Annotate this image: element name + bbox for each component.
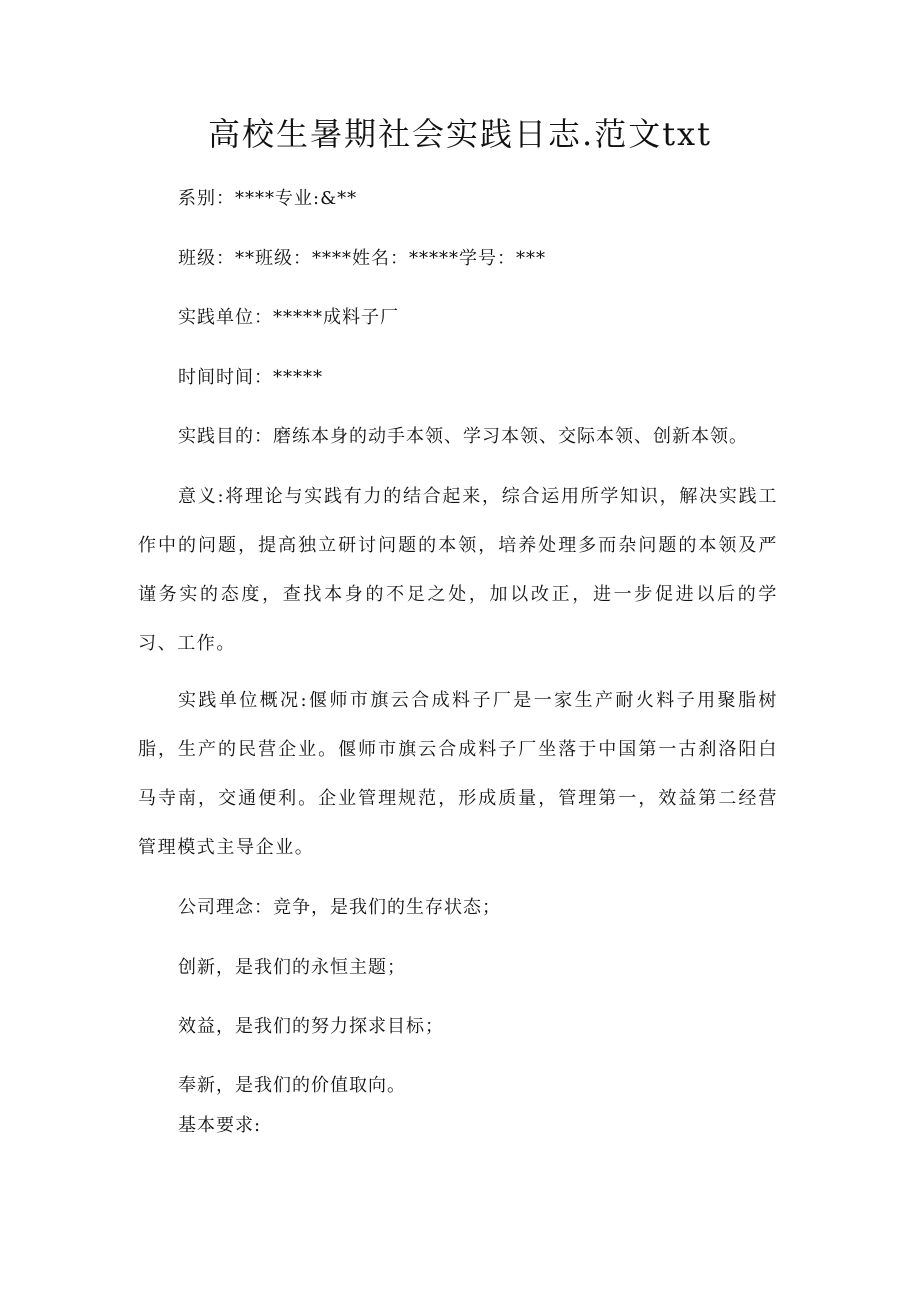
philosophy-line-innovation: 创新，是我们的永恒主题； (178, 957, 406, 978)
time-line: 时间时间：***** (178, 367, 323, 388)
basic-requirements-heading: 基本要求: (178, 1115, 262, 1136)
philosophy-line-efficiency: 效益，是我们的努力探求目标； (178, 1016, 444, 1037)
practice-purpose-line: 实践目的：磨练本身的动手本领、学习本领、交际本领、创新本领。 (178, 426, 748, 447)
significance-paragraph: 意义:将理论与实践有力的结合起来，综合运用所学知识，解决实践工作中的问题，提高独立研讨问题的本领，培养处理多而杂问题的本领及严谨务实的态度，查找本身的不足之处，加以改正，进一步促进以后的学习、工作。 (138, 486, 778, 654)
unit-overview-paragraph: 实践单位概况:偃师市旗云合成料子厂是一家生产耐火料子用聚脂树脂，生产的民营企业。偃师市旗云合成料子厂坐落于中国第一古刹洛阳白马寺南，交通便利。企业管理规范，形成质量，管理第一，效益第二经营管理模式主导企业。 (138, 690, 778, 858)
practice-unit-line: 实践单位：*****成料子厂 (178, 307, 399, 328)
document-title: 高校生暑期社会实践日志.范文txt (208, 115, 712, 153)
philosophy-line-dedication: 奉新，是我们的价值取向。 (178, 1075, 406, 1096)
class-name-id-line: 班级：**班级：****姓名：*****学号：*** (178, 248, 546, 269)
department-major-line: 系别：****专业:&** (178, 188, 358, 209)
philosophy-line-competition: 公司理念：竞争，是我们的生存状态； (178, 897, 501, 918)
